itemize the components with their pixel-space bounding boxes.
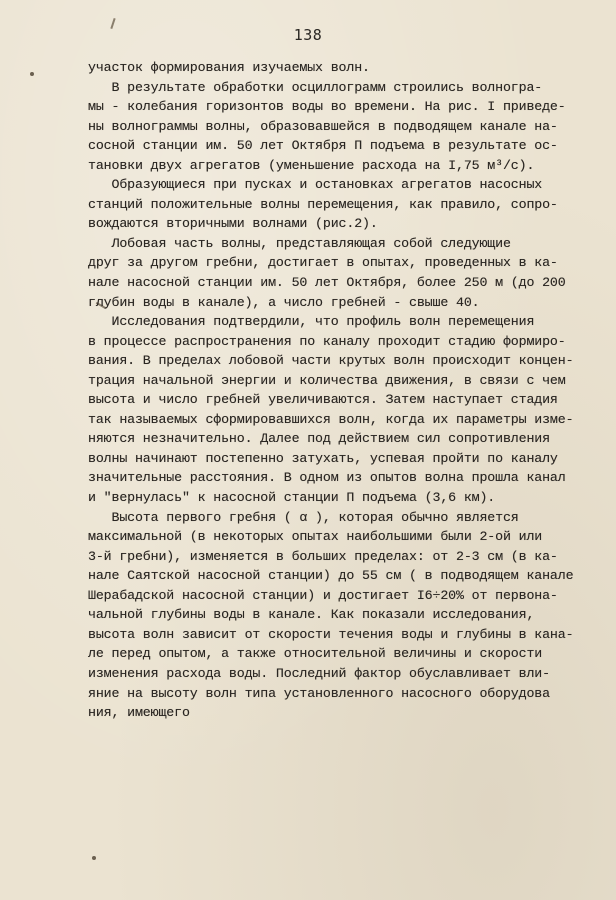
text-line: нале насосной станции им. 50 лет Октября, более 250 м (до 200 xyxy=(88,275,566,291)
text-line: В результате обработки осциллограмм строились волногра- xyxy=(88,79,543,95)
text-line: изменения расхода воды. Последний фактор обуславливает вли- xyxy=(88,665,550,681)
text-line: так называемых сформировавшихся волн, когда их параметры изме- xyxy=(88,411,574,427)
text-line: ле перед опытом, а также относительной величины и скорости xyxy=(88,646,543,662)
text-line: сосной станции им. 50 лет Октября П подъема в результате ос- xyxy=(88,138,558,154)
text-line: Исследования подтвердили, что профиль волн перемещения xyxy=(88,314,535,330)
text-line: ния, имеющего xyxy=(88,705,190,721)
text-line: тановки двух агрегатов (уменьшение расхода на I,75 м³/с). xyxy=(88,157,535,173)
text-line: высота и число гребней увеличиваются. Затем наступает стадия xyxy=(88,392,558,408)
text-line: нале Саятской насосной станции) до 55 см ( в подводящем канале xyxy=(88,568,574,584)
text-line: чальной глубины воды в канале. Как показали исследования, xyxy=(88,607,535,623)
text-line: Шерабадской насосной станции) и достигает I6÷20% от первона- xyxy=(88,587,558,603)
text-line: яние на высоту волн типа установленного насосного оборудова xyxy=(88,685,550,701)
text-line: Высота первого гребня ( α ), которая обычно является xyxy=(88,509,519,525)
text-line: участок формирования изучаемых волн. xyxy=(88,60,370,75)
text-line: в процессе распространения по каналу проходит стадию формиро- xyxy=(88,333,566,349)
text-line: друг за другом гребни, достигает в опытах, проведенных в ка- xyxy=(88,255,558,271)
text-line: глубин воды в канале), а число гребней - свыше 40. xyxy=(88,294,480,310)
text-line: Образующиеся при пусках и остановках агрегатов насосных xyxy=(88,177,543,193)
text-line: трация начальной энергии и количества движения, в связи с чем xyxy=(88,372,566,388)
text-line: ны волнограммы волны, образовавшейся в подводящем канале на- xyxy=(88,118,558,134)
text-line: вания. В пределах лобовой части крутых волн происходит концен- xyxy=(88,353,574,369)
text-line: высота волн зависит от скорости течения воды и глубины в кана- xyxy=(88,626,574,642)
margin-dot xyxy=(92,856,96,860)
text-line: максимальной (в некоторых опытах наибольшими были 2-ой или xyxy=(88,529,543,545)
text-line: вождаются вторичными волнами (рис.2). xyxy=(88,216,378,232)
text-line: станций положительные волны перемещения, как правило, сопро- xyxy=(88,196,558,212)
text-line: и "вернулась" к насосной станции П подъема (3,6 км). xyxy=(88,490,496,506)
text-line: няются незначительно. Далее под действием сил сопротивления xyxy=(88,431,550,447)
page-number: 138 xyxy=(293,26,323,44)
margin-dot xyxy=(30,72,34,76)
text-line: Лобовая часть волны, представляющая собой следующие xyxy=(88,235,511,251)
text-line: волны начинают постепенно затухать, успевая пройти по каналу xyxy=(88,450,558,466)
text-line: мы - колебания горизонтов воды во времени. На рис. I приведе- xyxy=(88,99,566,115)
text-line: 3-й гребни), изменяется в больших пределах: от 2-3 см (в ка- xyxy=(88,548,558,564)
text-line: значительные расстояния. В одном из опытов волна прошла канал xyxy=(88,470,566,486)
body-text xyxy=(88,58,584,723)
